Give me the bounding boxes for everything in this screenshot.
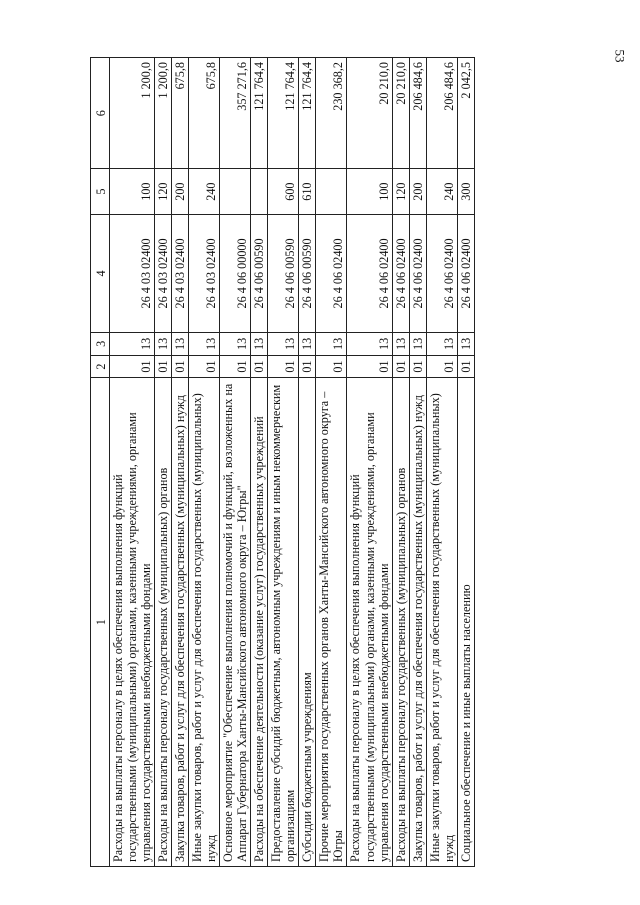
row-target-code: 26 4 03 02400 (155, 214, 172, 332)
row-section: 01 (251, 355, 268, 378)
row-amount: 20 210,0 (347, 58, 392, 169)
row-target-code: 26 4 06 00590 (251, 214, 268, 332)
row-target-code: 26 4 06 00000 (220, 214, 251, 332)
page-number: 53 (612, 49, 628, 63)
row-subsection: 13 (457, 332, 474, 355)
row-section: 01 (457, 355, 474, 378)
table-row (426, 58, 457, 867)
row-target-code: 26 4 06 00590 (268, 214, 299, 332)
table-row (268, 58, 299, 867)
row-target-code: 26 4 06 02400 (409, 214, 426, 332)
row-target-code: 26 4 03 02400 (110, 214, 155, 332)
header-cell-2: 2 (91, 355, 110, 378)
row-section: 01 (172, 355, 189, 378)
row-name: Расходы на выплаты персоналу в целях обеспечения выполнения функций государственными (муниципальными) органами, казенными учреждениями, органами управления государственными внебюджетными фондами (347, 378, 392, 867)
row-target-code: 26 4 06 02400 (392, 214, 409, 332)
row-subsection: 13 (268, 332, 299, 355)
row-subsection: 13 (299, 332, 316, 355)
row-amount: 121 764,4 (299, 58, 316, 169)
header-cell-5: 5 (91, 169, 110, 214)
row-section: 01 (110, 355, 155, 378)
row-subsection: 13 (110, 332, 155, 355)
row-amount: 230 368,2 (316, 58, 347, 169)
row-section: 01 (347, 355, 392, 378)
row-amount: 206 484,6 (426, 58, 457, 169)
row-section: 01 (409, 355, 426, 378)
row-name: Закупка товаров, работ и услуг для обеспечения государственных (муниципальных) нужд (409, 378, 426, 867)
row-name: Субсидии бюджетным учреждениям (299, 378, 316, 867)
row-section: 01 (268, 355, 299, 378)
row-amount: 121 764,4 (268, 58, 299, 169)
row-expense-type: 200 (172, 169, 189, 214)
row-expense-type: 300 (457, 169, 474, 214)
row-subsection: 13 (172, 332, 189, 355)
row-expense-type: 240 (426, 169, 457, 214)
row-expense-type (251, 169, 268, 214)
table-wrap (90, 57, 590, 867)
row-expense-type (316, 169, 347, 214)
row-expense-type: 100 (110, 169, 155, 214)
table-row (251, 58, 268, 867)
rotated-table-frame (90, 57, 590, 867)
table-row (409, 58, 426, 867)
table-row (220, 58, 251, 867)
row-section: 01 (299, 355, 316, 378)
row-subsection: 13 (189, 332, 220, 355)
row-name: Иные закупки товаров, работ и услуг для обеспечения государственных (муниципальных) нужд (189, 378, 220, 867)
row-target-code: 26 4 03 02400 (189, 214, 220, 332)
table-row (172, 58, 189, 867)
table-row (189, 58, 220, 867)
header-cell-4: 4 (91, 214, 110, 332)
row-target-code: 26 4 06 02400 (347, 214, 392, 332)
row-amount: 1 200,0 (155, 58, 172, 169)
budget-table (90, 57, 475, 867)
row-subsection: 13 (392, 332, 409, 355)
row-amount: 121 764,4 (251, 58, 268, 169)
table-row (155, 58, 172, 867)
header-cell-1: 1 (91, 378, 110, 867)
row-target-code: 26 4 06 02400 (457, 214, 474, 332)
row-name: Прочие мероприятия государственных органов Ханты-Мансийского автономного округа – Югры (316, 378, 347, 867)
table-row (110, 58, 155, 867)
table-row (316, 58, 347, 867)
row-expense-type: 600 (268, 169, 299, 214)
row-section: 01 (220, 355, 251, 378)
row-name: Основное мероприятие "Обеспечение выполнения полномочий и функций, возложенных на Аппарат Губернатора Ханты-Мансийского автономного округа – Югры" (220, 378, 251, 867)
row-name: Социальное обеспечение и иные выплаты населению (457, 378, 474, 867)
table-row (392, 58, 409, 867)
table-header-row (91, 58, 110, 867)
row-expense-type (220, 169, 251, 214)
row-target-code: 26 4 06 02400 (316, 214, 347, 332)
row-section: 01 (189, 355, 220, 378)
row-name: Расходы на выплаты персоналу в целях обеспечения выполнения функций государственными (муниципальными) органами, казенными учреждениями, органами управления государственными внебюджетными фондами (110, 378, 155, 867)
row-subsection: 13 (220, 332, 251, 355)
table-row (457, 58, 474, 867)
row-name: Расходы на обеспечение деятельности (оказание услуг) государственных учреждений (251, 378, 268, 867)
header-cell-6: 6 (91, 58, 110, 169)
row-name: Расходы на выплаты персоналу государственных (муниципальных) органов (392, 378, 409, 867)
row-section: 01 (316, 355, 347, 378)
row-amount: 206 484,6 (409, 58, 426, 169)
row-amount: 357 271,6 (220, 58, 251, 169)
row-target-code: 26 4 06 02400 (426, 214, 457, 332)
row-expense-type: 610 (299, 169, 316, 214)
row-name: Иные закупки товаров, работ и услуг для обеспечения государственных (муниципальных) нужд (426, 378, 457, 867)
table-row (347, 58, 392, 867)
row-section: 01 (155, 355, 172, 378)
row-amount: 20 210,0 (392, 58, 409, 169)
row-name: Расходы на выплаты персоналу государственных (муниципальных) органов (155, 378, 172, 867)
header-cell-3: 3 (91, 332, 110, 355)
row-section: 01 (426, 355, 457, 378)
row-amount: 675,8 (172, 58, 189, 169)
row-subsection: 13 (316, 332, 347, 355)
row-expense-type: 200 (409, 169, 426, 214)
row-name: Закупка товаров, работ и услуг для обеспечения государственных (муниципальных) нужд (172, 378, 189, 867)
row-expense-type: 100 (347, 169, 392, 214)
row-expense-type: 120 (392, 169, 409, 214)
row-subsection: 13 (426, 332, 457, 355)
row-expense-type: 240 (189, 169, 220, 214)
row-section: 01 (392, 355, 409, 378)
row-subsection: 13 (409, 332, 426, 355)
row-subsection: 13 (155, 332, 172, 355)
row-expense-type: 120 (155, 169, 172, 214)
table-row (299, 58, 316, 867)
row-amount: 2 042,5 (457, 58, 474, 169)
row-target-code: 26 4 03 02400 (172, 214, 189, 332)
row-name: Предоставление субсидий бюджетным, автономным учреждениям и иным некоммерческим организациям (268, 378, 299, 867)
row-target-code: 26 4 06 00590 (299, 214, 316, 332)
row-subsection: 13 (347, 332, 392, 355)
row-amount: 1 200,0 (110, 58, 155, 169)
row-amount: 675,8 (189, 58, 220, 169)
row-subsection: 13 (251, 332, 268, 355)
